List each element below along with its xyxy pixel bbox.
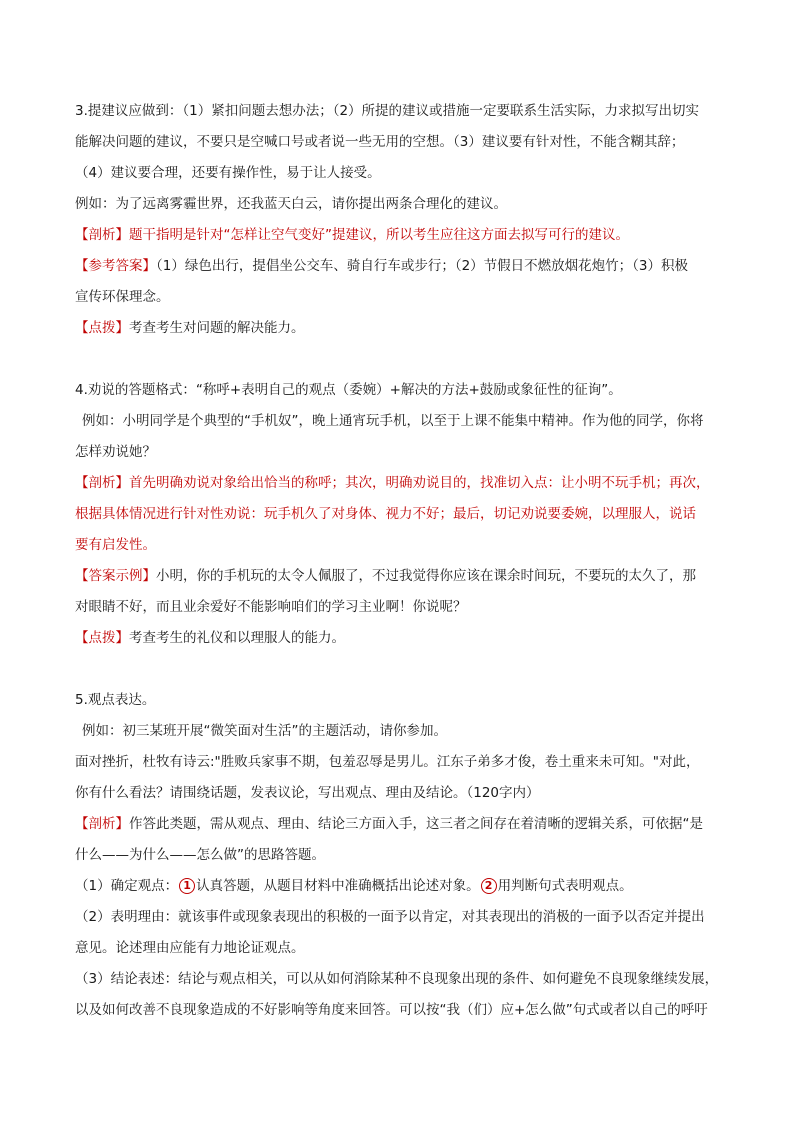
spacer [75,654,725,685]
s3-note [75,313,725,344]
s5-point3: （3）结论表述：结论与观点相关，可以从如何消除某种不良现象出现的条件、如何避免不良现象继续发展， [75,971,719,987]
analysis-tag: 【剖析】 [75,475,129,491]
s5-point2-cont: 意见。论述理由应能有力地论证观点。 [75,940,305,956]
point1-head: （1）确定观点： [75,878,179,894]
circled-number-2: 2 [481,878,497,894]
note-tag: 【点拨】 [75,320,129,336]
s3-analysis [75,220,725,251]
analysis-tag: 【剖析】 [75,227,129,243]
s5-question2: 你有什么看法？请围绕话题，发表议论，写出观点、理由及结论。（120字内） [75,785,540,801]
s3-line2: 能解决问题的建议，不要只是空喊口号或者说一些无用的空想。（3）建议要有针对性，不能含糊其辞； [75,134,685,150]
s3-line3: （4）建议要合理，还要有操作性，易于让人接受。 [75,165,381,181]
note-text: 考查考生的礼仪和以理服人的能力。 [129,630,345,646]
s5-analysis-cont: 什么——为什么——怎么做”的思路答题。 [75,847,325,863]
s5-point1 [75,871,725,902]
note-tag: 【点拨】 [75,630,129,646]
s4-answer-cont: 对眼睛不好，而且业余爱好不能影响咱们的学习主业啊！你说呢？ [75,599,467,615]
answer-tag: 【答案示例】 [75,568,156,584]
s4-answer [75,561,725,592]
s3-answer-cont: 宣传环保理念。 [75,289,170,305]
s5-analysis [75,809,725,840]
point1-a: 认真答题，从题目材料中准确概括出论述对象。 [196,878,480,894]
note-text: 考查考生对问题的解决能力。 [129,320,305,336]
analysis-text: 作答此类题，需从观点、理由、结论三方面入手，这三者之间存在着清晰的逻辑关系，可依据“是 [129,816,703,832]
s3-example: 例如：为了远离雾霾世界，还我蓝天白云，请你提出两条合理化的建议。 [75,196,507,212]
s5-point3-cont: 以及如何改善不良现象造成的不好影响等角度来回答。可以按“我（们）应+怎么做”句式或者以自己的呼吁 [75,1002,708,1018]
s4-analysis-cont2: 要有启发性。 [75,537,156,553]
s3-answer [75,251,725,282]
spacer [75,344,725,375]
analysis-text: 题干指明是针对“怎样让空气变好”提建议，所以考生应往这方面去拟写可行的建议。 [129,227,629,243]
point1-b: 用判断句式表明观点。 [497,878,633,894]
answer-tag: 【参考答案】 [75,258,156,274]
circled-number-1: 1 [179,878,195,894]
s5-point2: （2）表明理由：就该事件或现象表现出的积极的一面予以肯定，对其表现出的消极的一面予以否定并提出 [75,909,705,925]
s4-example1: 例如：小明同学是个典型的“手机奴”，晚上通宵玩手机，以至于上课不能集中精神。作为他的同学，你将 [82,413,704,429]
s4-line1: 4.劝说的答题格式：“称呼+表明自己的观点（委婉）+解决的方法+鼓励或象征性的征询”。 [75,382,622,398]
s4-note [75,623,725,654]
analysis-tag: 【剖析】 [75,816,129,832]
answer-text: 小明，你的手机玩的太令人佩服了，不过我觉得你应该在课余时间玩，不要玩的太久了，那 [156,568,696,584]
analysis-text: 首先明确劝说对象给出恰当的称呼；其次，明确劝说目的，找准切入点：让小明不玩手机；再次， [129,475,710,491]
s4-analysis [75,468,725,499]
s4-analysis-cont1: 根据具体情况进行针对性劝说：玩手机久了对身体、视力不好；最后，切记劝说要委婉，以理服人，说话 [75,506,696,522]
s3-line1: 3.提建议应做到：（1）紧扣问题去想办法；（2）所提的建议或措施一定要联系生活实际，力求拟写出切实 [75,103,700,119]
s4-example2: 怎样劝说她？ [75,444,156,460]
s5-line1: 5.观点表达。 [75,692,156,708]
answer-text: （1）绿色出行，提倡坐公交车、骑自行车或步行；（2）节假日不燃放烟花炮竹；（3）积极 [156,258,689,274]
document-page [75,96,725,1026]
s5-example: 例如：初三某班开展“微笑面对生活”的主题活动，请你参加。 [82,723,447,739]
s5-question1: 面对挫折，杜牧有诗云:"胜败兵家事不期，包羞忍辱是男儿。江东子弟多才俊，卷土重来未可知。"对此， [75,754,700,770]
